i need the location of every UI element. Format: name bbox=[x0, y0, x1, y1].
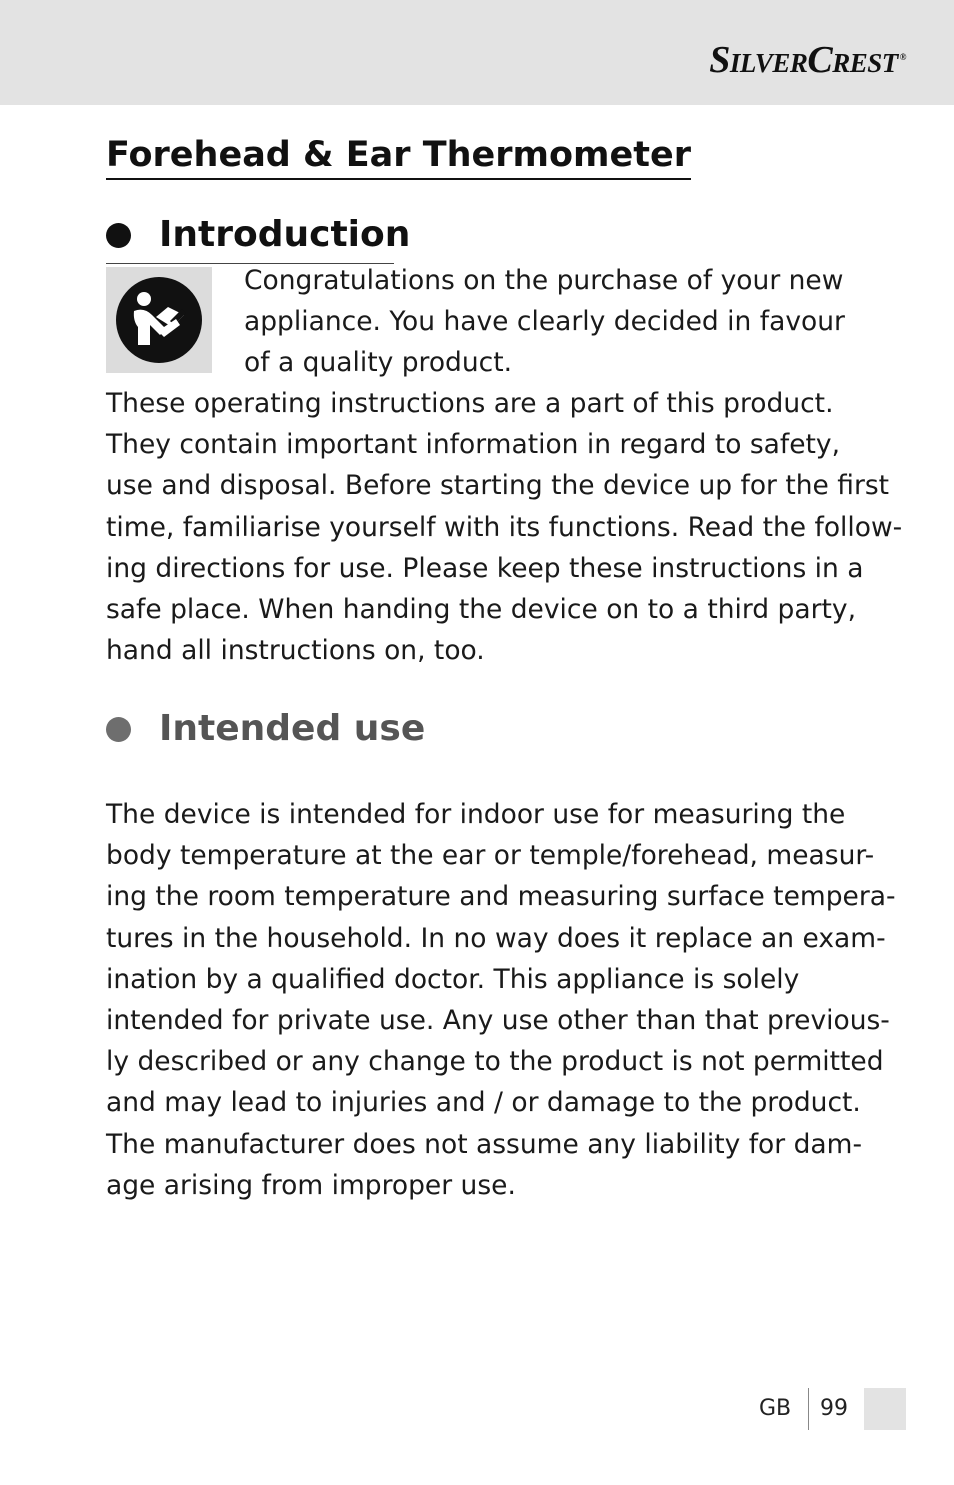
read-instructions-icon bbox=[106, 267, 212, 373]
introduction-body-paragraph: These operating instructions are a part of this product. They contain important information in regard to safety, use and disposal. Before starting the device up for the first time, familiarise yourself with its functions. Read the follow- ing directions for use. Please keep these instructions in a safe place. When handing the device on to a third party, hand all instructions on, too. bbox=[106, 388, 903, 667]
footer-divider bbox=[808, 1388, 809, 1430]
bullet-icon bbox=[106, 717, 131, 742]
intended-use-heading-text: Intended use bbox=[159, 708, 426, 749]
section-heading-intended-use bbox=[106, 706, 425, 752]
document-title: Forehead & Ear Thermometer bbox=[106, 132, 691, 180]
footer-language: GB bbox=[759, 1396, 792, 1421]
footer-tab-marker bbox=[864, 1388, 906, 1430]
introduction-lead-paragraph: Congratulations on the purchase of your new appliance. You have clearly decided in favour of a quality product. bbox=[244, 265, 845, 379]
introduction-heading-text: Introduction bbox=[159, 214, 411, 255]
section-heading-introduction bbox=[106, 212, 410, 258]
intended-use-paragraph: The device is intended for indoor use for measuring the body temperature at the ear or temple/forehead, measur- ing the room temperature and measuring surface tempera- tures in the household. In no way does it replace an exam- ination by a qualified doctor. This appliance is solely intended for private use. Any use other than that previous- ly described or any change to the product is not permitted and may lead to injuries and / or damage to the product. The manufacturer does not assume any liability for dam- age arising from improper use. bbox=[106, 799, 896, 1201]
bullet-icon bbox=[106, 223, 131, 248]
brand-logo: SILVERCREST ® bbox=[709, 39, 906, 81]
page-number: 99 bbox=[820, 1396, 848, 1421]
